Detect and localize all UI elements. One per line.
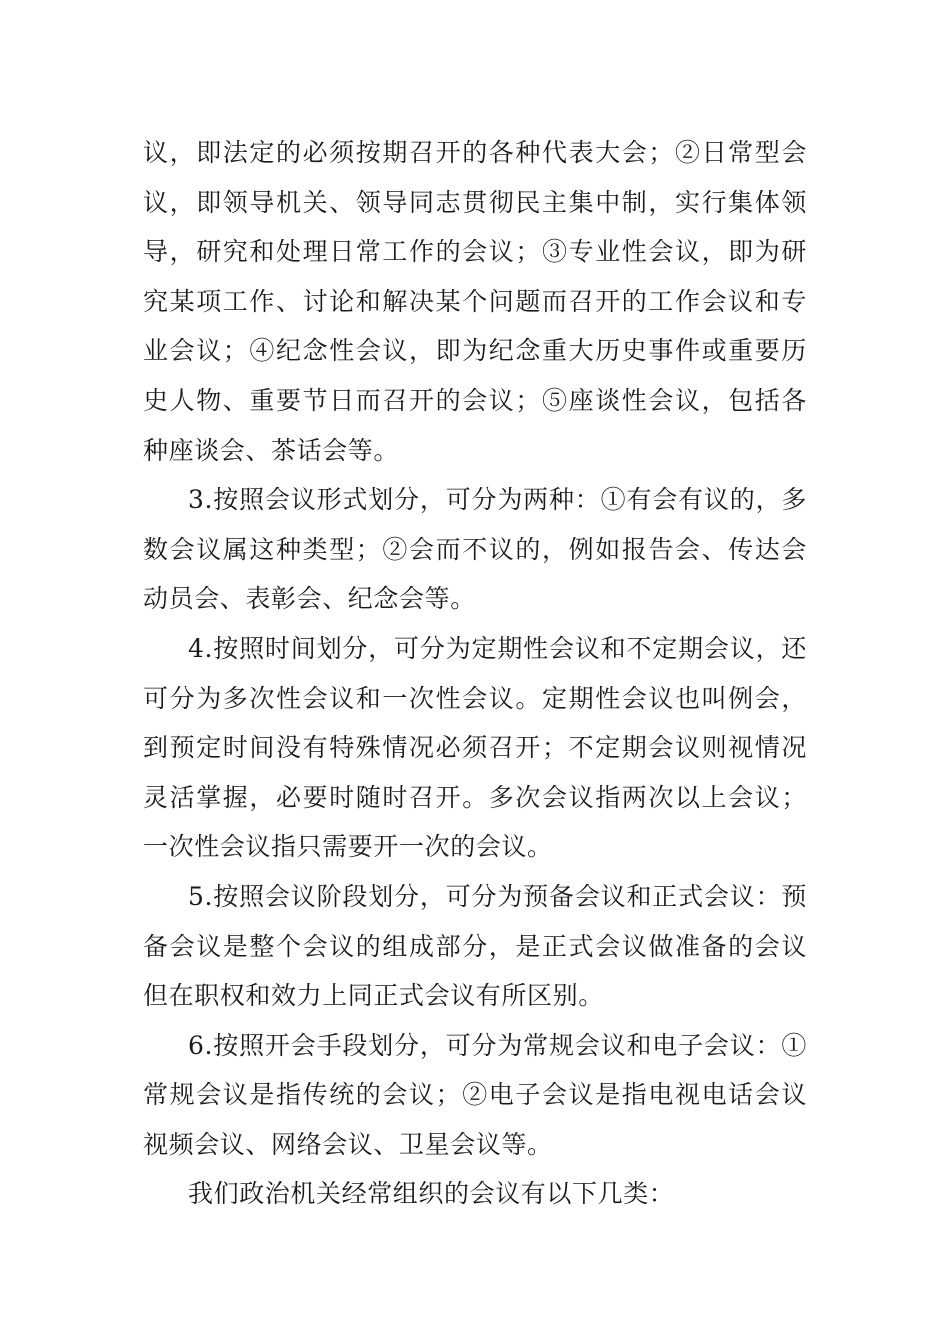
- paragraph-item-3: 3.按照会议形式划分，可分为两种：①有会有议的，多数会议属这种类型；②会而不议的，例如报告会、传达会动员会、表彰会、纪念会等。: [143, 485, 807, 614]
- paragraph-item-4: 4.按照时间划分，可分为定期性会议和不定期会议，还可分为多次性会议和一次性会议。定期性会议也叫例会，到预定时间没有特殊情况必须召开；不定期会议则视情况灵活掌握，必要时随时召开。多次会议指两次以上会议；一次性会议指只需要开一次的会议。: [143, 633, 807, 862]
- document-body: [143, 128, 807, 1219]
- paragraph-continued: 议，即法定的必须按期召开的各种代表大会；②日常型会议，即领导机关、领导同志贯彻民主集中制，实行集体领导，研究和处理日常工作的会议；③专业性会议，即为研究某项工作、讨论和解决某个问题而召开的工作会议和专业会议；④纪念性会议，即为纪念重大历史事件或重要历史人物、重要节日而召开的会议；⑤座谈性会议，包括各种座谈会、茶话会等。: [143, 138, 807, 465]
- paragraph-item-6: 6.按照开会手段划分，可分为常规会议和电子会议：①常规会议是指传统的会议；②电子会议是指电视电话会议视频会议、网络会议、卫星会议等。: [143, 1030, 807, 1159]
- paragraph-item-5: 5.按照会议阶段划分，可分为预备会议和正式会议：预备会议是整个会议的组成部分，是正式会议做准备的会议但在职权和效力上同正式会议有所区别。: [143, 881, 807, 1011]
- paragraph-intro-categories: 我们政治机关经常组织的会议有以下几类：: [188, 1179, 675, 1209]
